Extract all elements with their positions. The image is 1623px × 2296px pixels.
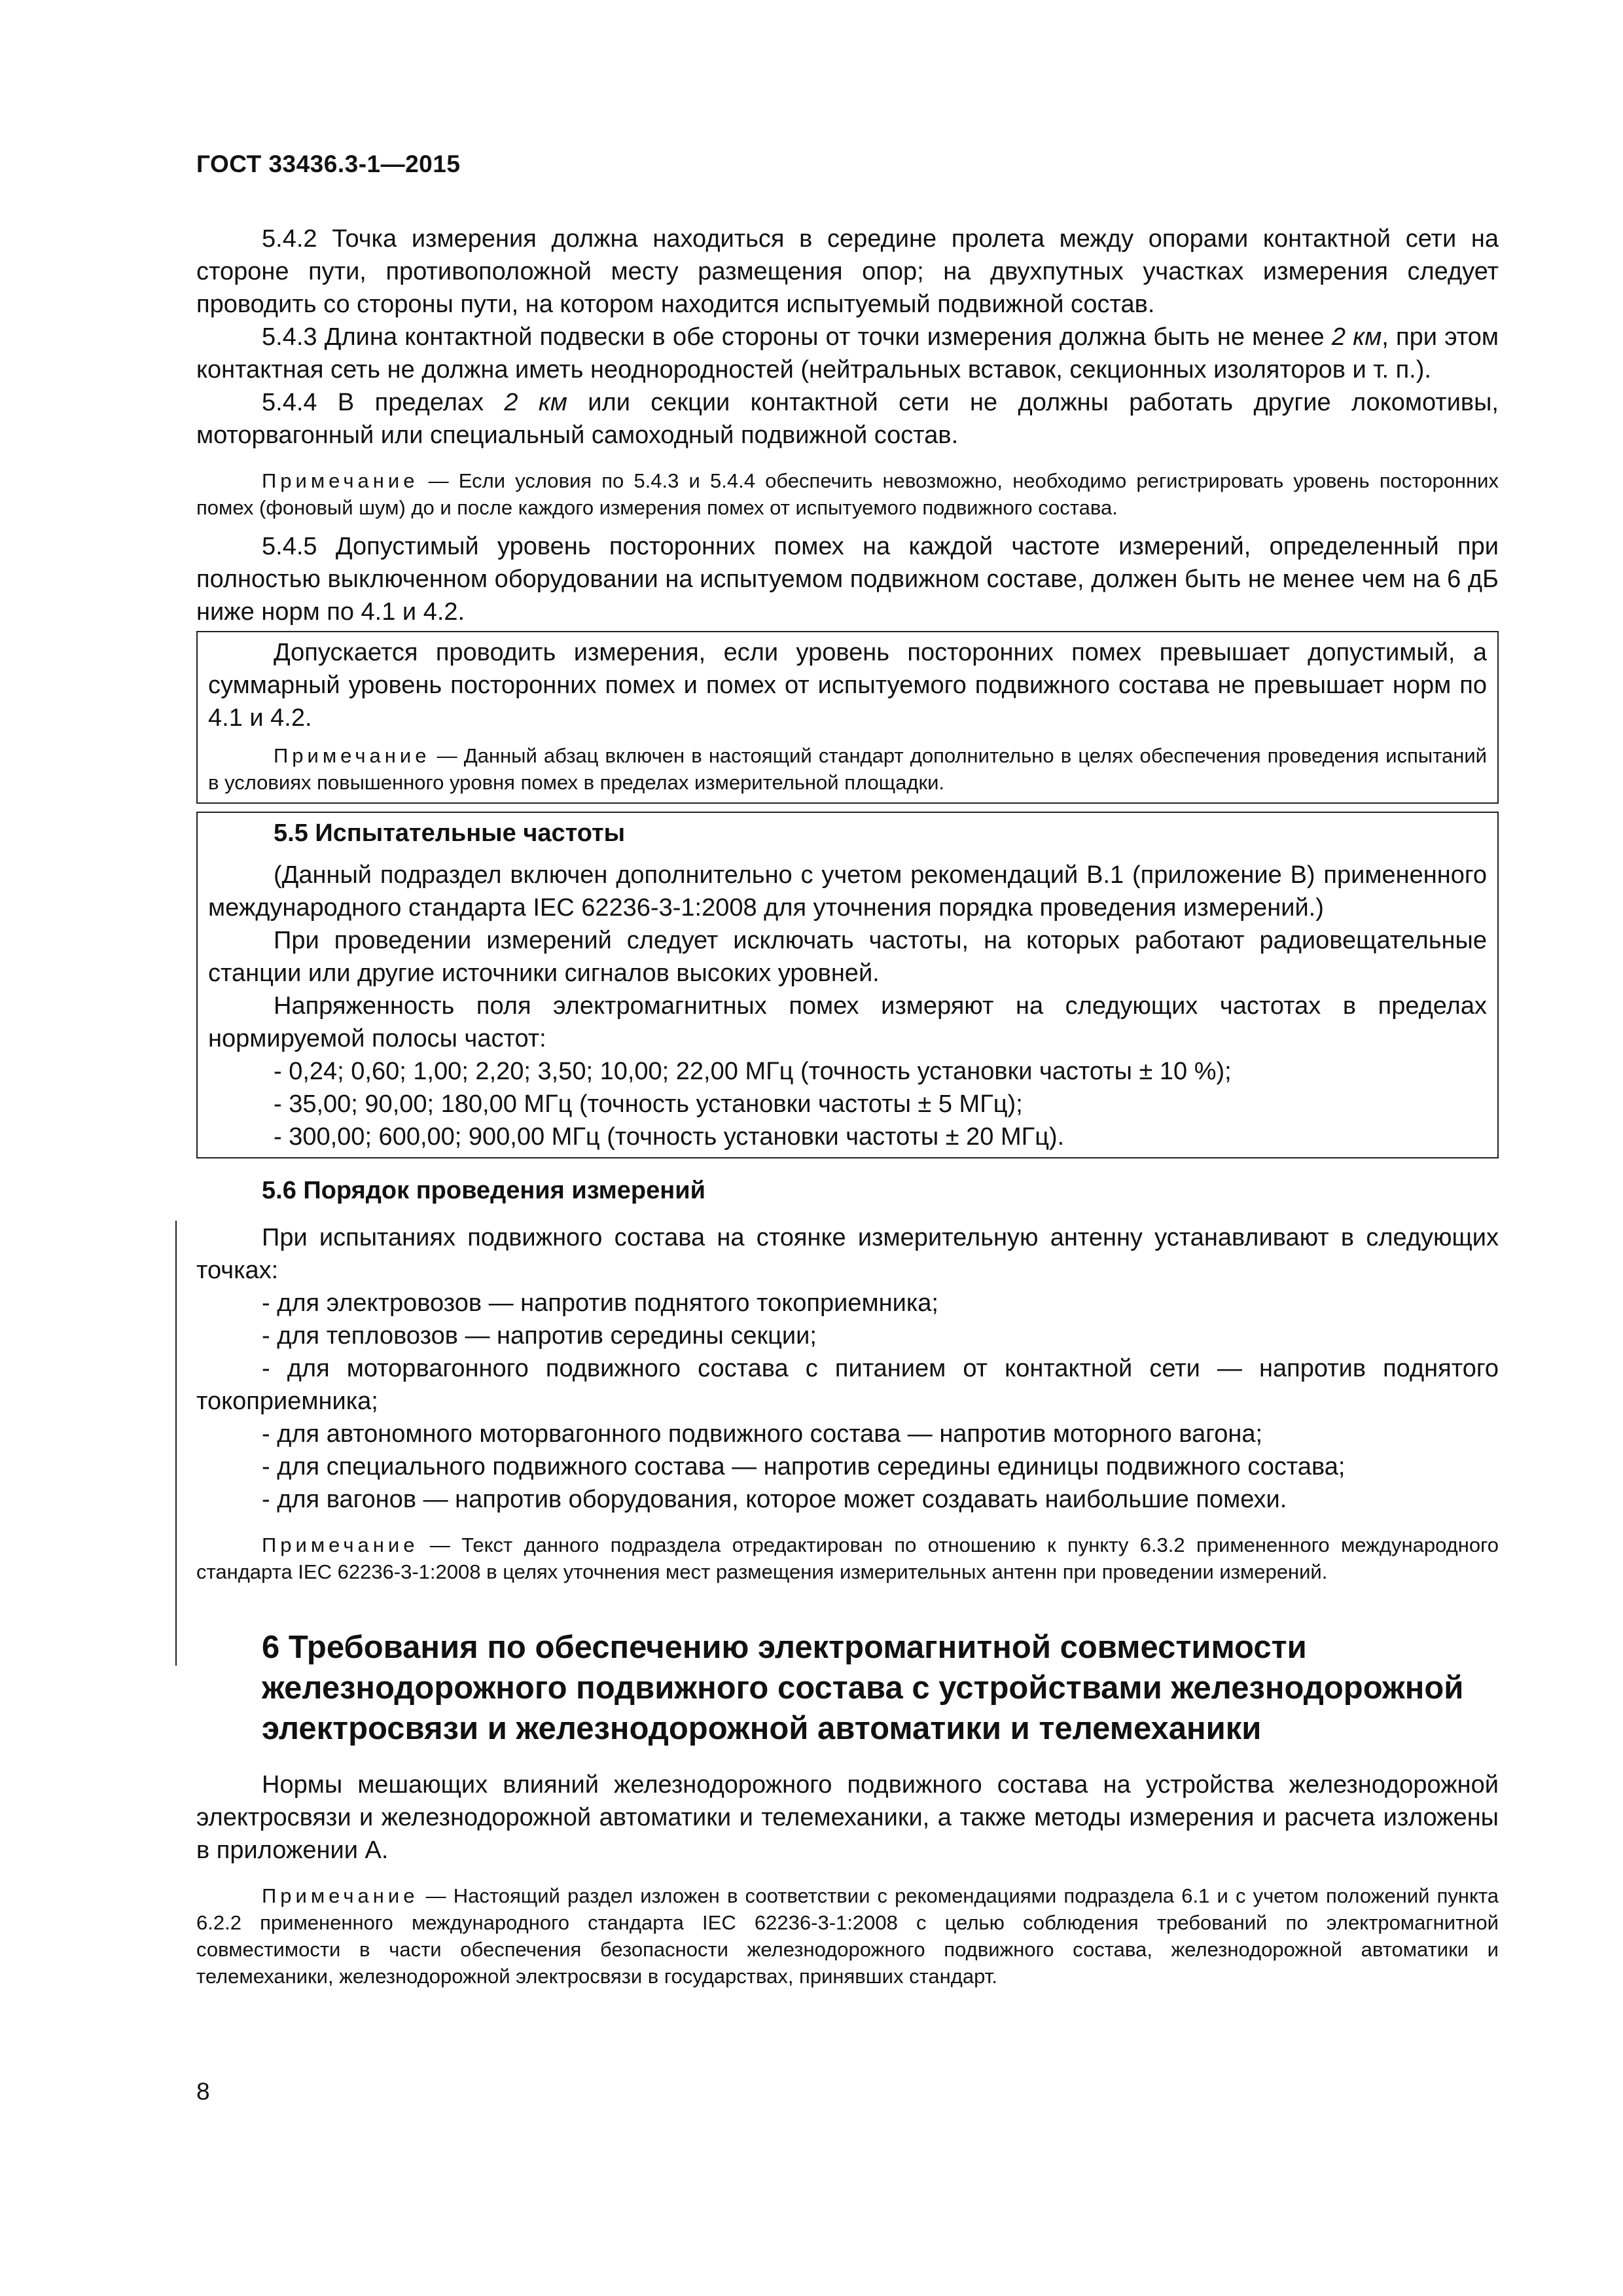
page-number: 8: [196, 2078, 210, 2105]
note-label: Примечание: [262, 469, 419, 492]
paragraph-5-5-3: Напряженность поля электромагнитных помех измеряют на следующих частотах в пределах нормируемой полосы частот:: [208, 992, 1487, 1052]
heading-5-5: 5.5 Испытательные частоты: [274, 819, 626, 847]
revision-bar: [175, 1221, 177, 1666]
boxed-section-5-5: [196, 812, 1499, 1158]
list-item: - для вагонов — напротив оборудования, которое может создавать наибольшие помехи.: [262, 1486, 1287, 1513]
note-6: Примечание — Настоящий раздел изложен в соответствии с рекомендациями подраздела 6.1 и с учетом положений пункта 6.2.2 примененного международного стандарта IEC 62236-3-1:2008 с целью соблюдения требований по электромагнитной совместимости в части обеспечения безопасности железнодорожного подвижного состава, железнодорожной автоматики и телемеханики, железнодорожной электросвязи в государствах, принявших стандарт.: [196, 1884, 1499, 1988]
note-5-6: Примечание — Текст данного подраздела отредактирован по отношению к пункту 6.3.2 примененного международного стандарта IEC 62236-3-1:2008 в целях уточнения мест размещения измерительных антенн при проведении измерений.: [196, 1534, 1499, 1583]
paragraph-5-4-3: 5.4.3 Длина контактной подвески в обе стороны от точки измерения должна быть не менее 2 км, при этом контактная сеть не должна иметь неоднородностей (нейтральных вставок, секционных изоляторов и т. п.).: [196, 323, 1499, 384]
page-header: ГОСТ 33436.3-1—2015: [196, 151, 461, 177]
paragraph-5-6-1: При испытаниях подвижного состава на стоянке измерительную антенну устанавливают в следующих точках:: [196, 1224, 1499, 1284]
list-item: - для электровозов — напротив поднятого токоприемника;: [262, 1289, 938, 1317]
frequency-list-item: - 300,00; 600,00; 900,00 МГц (точность установки частоты ± 20 МГц).: [274, 1123, 1065, 1151]
frequency-list-item: - 0,24; 0,60; 1,00; 2,20; 3,50; 10,00; 22,00 МГц (точность установки частоты ± 10 %);: [274, 1058, 1232, 1085]
boxed-paragraph: Допускается проводить измерения, если уровень посторонних помех превышает допустимый, а суммарный уровень посторонних помех и помех от испытуемого подвижного состава не превышает норм по 4.1 и 4.2.: [208, 639, 1487, 732]
paragraph-6-1: Нормы мешающих влияний железнодорожного подвижного состава на устройства железнодорожной электросвязи и железнодорожной автоматики и телемеханики, а также методы измерения и расчета изложены в приложении А.: [196, 1771, 1499, 1864]
paragraph-5-4-4: 5.4.4 В пределах 2 км или секции контактной сети не должны работать другие локомотивы, моторвагонный или специальный самоходный подвижной состав.: [196, 389, 1499, 449]
paragraph-5-5-1: (Данный подраздел включен дополнительно с учетом рекомендаций В.1 (приложение В) примененного международного стандарта IEC 62236-3-1:2008 для уточнения порядка проведения измерений.): [208, 861, 1487, 922]
list-item: - для специального подвижного состава — напротив середины единицы подвижного состава;: [262, 1453, 1346, 1480]
note-5-4: Примечание — Если условия по 5.4.3 и 5.4.4 обеспечить невозможно, необходимо регистрировать уровень посторонних помех (фоновый шум) до и после каждого измерения помех от испытуемого подвижного состава.: [196, 469, 1499, 519]
list-item: - для моторвагонного подвижного состава с питанием от контактной сети — напротив поднятого токоприемника;: [196, 1355, 1499, 1415]
boxed-addition-5-4-5: [196, 631, 1499, 804]
paragraph-5-4-5: 5.4.5 Допустимый уровень посторонних помех на каждой частоте измерений, определенный при полностью выключенном оборудовании на испытуемом подвижном составе, должен быть не менее чем на 6 дБ ниже норм по 4.1 и 4.2.: [196, 533, 1499, 626]
list-item: - для тепловозов — напротив середины секции;: [262, 1322, 817, 1350]
paragraph-5-5-2: При проведении измерений следует исключать частоты, на которых работают радиовещательные станции или другие источники сигналов высоких уровней.: [208, 927, 1487, 987]
page-content: [196, 223, 1499, 1999]
chapter-6-title: 6 Требования по обеспечению электромагнитной совместимости железнодорожного подвижного состава с устройствами железнодорожной электросвязи и железнодорожной автоматики и телемеханики: [262, 1630, 1464, 1746]
paragraph-5-4-2: 5.4.2 Точка измерения должна находиться в середине пролета между опорами контактной сети на стороне пути, противоположной месту размещения опор; на двухпутных участках измерения следует проводить со стороны пути, на котором находится испытуемый подвижной состав.: [196, 225, 1499, 318]
frequency-list-item: - 35,00; 90,00; 180,00 МГц (точность установки частоты ± 5 МГц);: [274, 1090, 1023, 1118]
boxed-note: Примечание — Данный абзац включен в настоящий стандарт дополнительно в целях обеспечения проведения испытаний в условиях повышенного уровня помех в пределах измерительной площадки.: [208, 744, 1487, 794]
list-item: - для автономного моторвагонного подвижного состава — напротив моторного вагона;: [262, 1420, 1263, 1448]
heading-5-6: 5.6 Порядок проведения измерений: [262, 1177, 705, 1204]
